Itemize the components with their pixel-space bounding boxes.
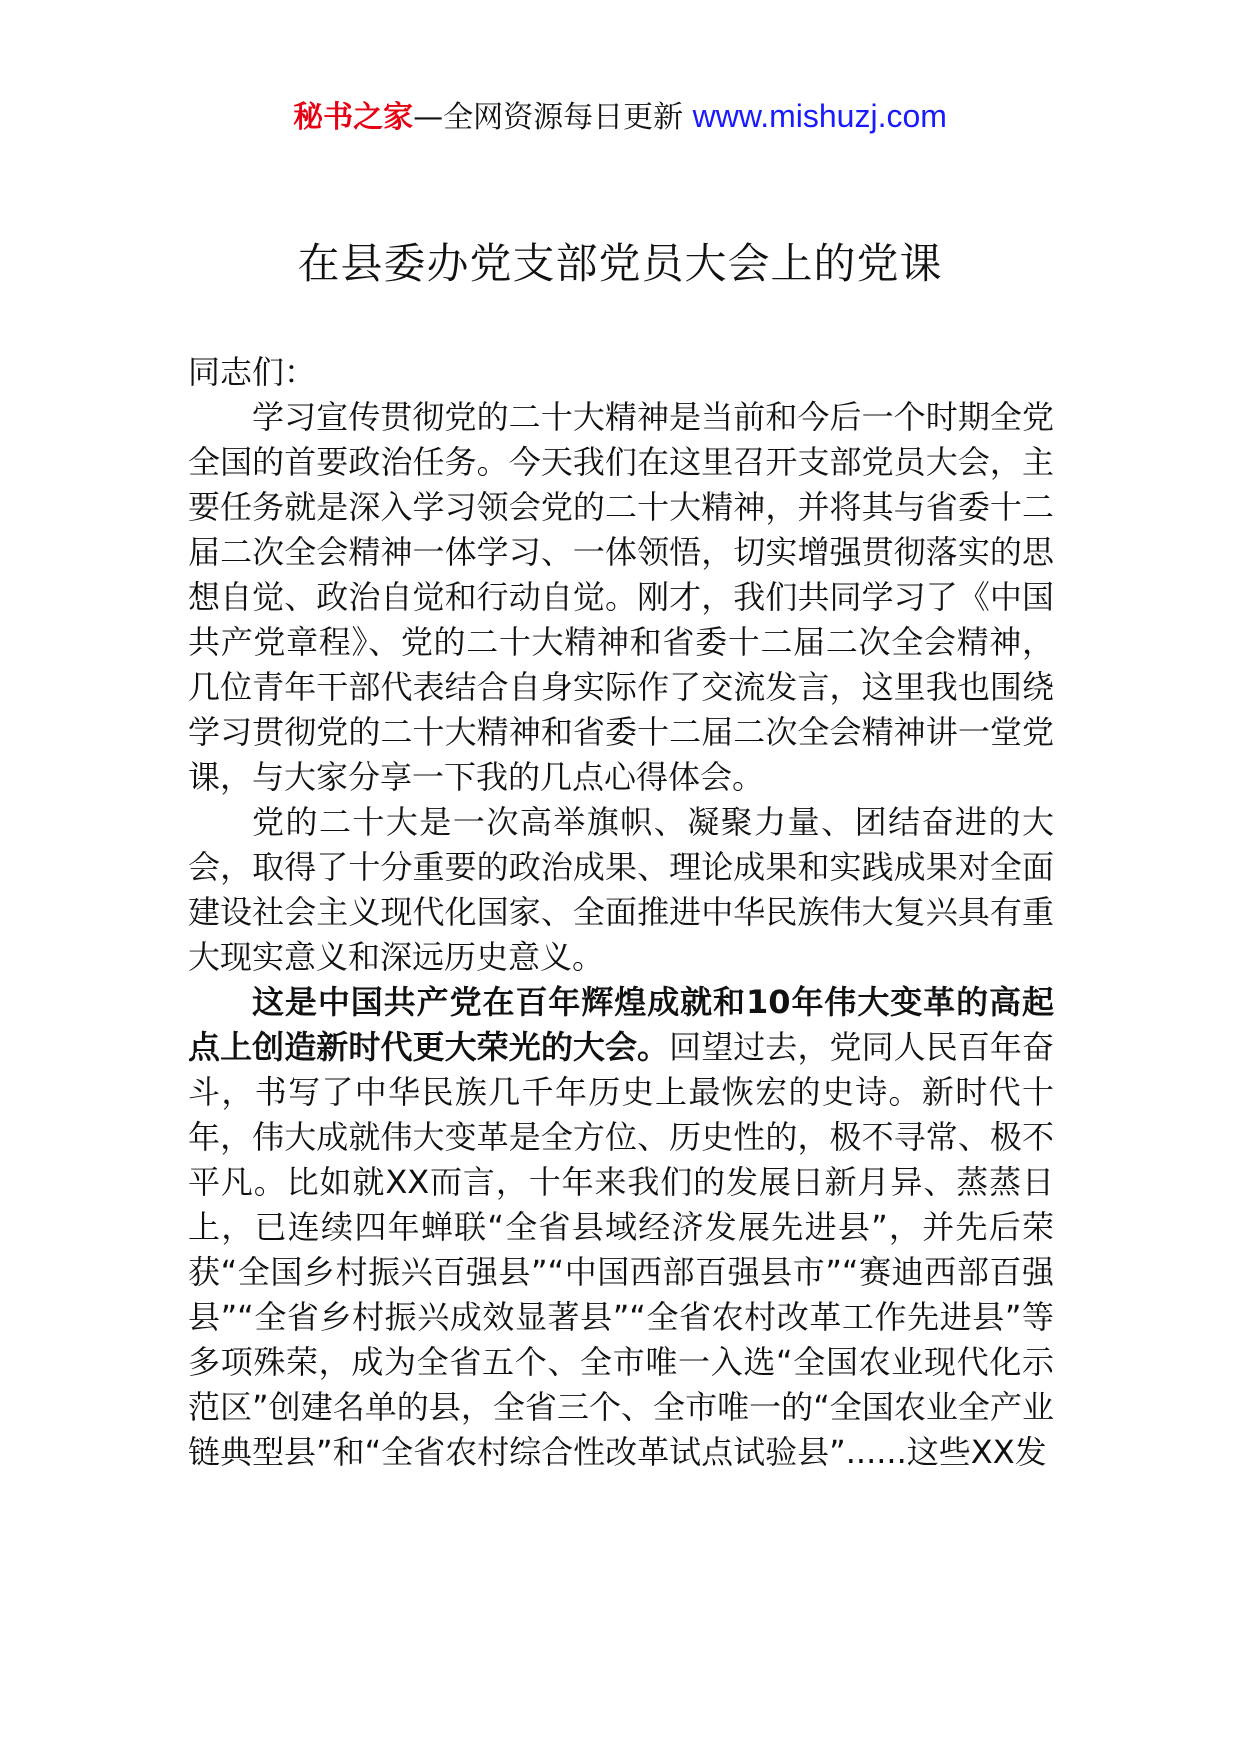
document-header xyxy=(0,96,1240,138)
paragraph-text: 党的二十大是一次高举旗帜、凝聚力量、团结奋进的大会，取得了十分重要的政治成果、理论成果和实践成果对全面建设社会主义现代化国家、全面推进中华民族伟大复兴具有重大现实意义和深远历史意义。 xyxy=(188,803,1054,976)
paragraph-text: 学习宣传贯彻党的二十大精神是当前和今后一个时期全党全国的首要政治任务。今天我们在这里召开支部党员大会，主要任务就是深入学习领会党的二十大精神，并将其与省委十二届二次全会精神一体学习、一体领悟，切实增强贯彻落实的思想自觉、政治自觉和行动自觉。刚才，我们共同学习了《中国共产党章程》、党的二十大精神和省委十二届二次全会精神，几位青年干部代表结合自身实际作了交流发言，这里我也围绕学习贯彻党的二十大精神和省委十二届二次全会精神讲一堂党课，与大家分享一下我的几点心得体会。 xyxy=(188,398,1054,796)
brand-name: 秘书之家 xyxy=(293,100,414,135)
paragraph-bold-lead: 这是中国共产党在百年辉煌成就和10年伟大变革的高起点上创造新时代更大荣光的大会。 xyxy=(188,983,1054,1066)
paragraph-1 xyxy=(188,395,1054,800)
paragraph-2 xyxy=(188,800,1054,980)
paragraph-text: 回望过去，党同人民百年奋斗，书写了中华民族几千年历史上最恢宏的史诗。新时代十年，伟大成就伟大变革是全方位、历史性的，极不寻常、极不平凡。比如就XX而言，十年来我们的发展日新月异、蒸蒸日上，已连续四年蝉联“全省县域经济发展先进县”，并先后荣获“全国乡村振兴百强县”“中国西部百强县市”“赛迪西部百强县”“全省乡村振兴成效显著县”“全省农村改革工作先进县”等多项殊荣，成为全省五个、全市唯一入选“全国农业现代化示范区”创建名单的县，全省三个、全市唯一的“全国农业全产业链典型县”和“全省农村综合性改革试点试验县”......这些XX发 xyxy=(188,1028,1054,1471)
paragraph-3 xyxy=(188,980,1054,1475)
header-tagline: —全网资源每日更新 xyxy=(413,100,693,135)
website-link[interactable]: www.mishuzj.com xyxy=(692,98,947,134)
document-body xyxy=(188,350,1054,1475)
salutation: 同志们： xyxy=(188,353,317,391)
document-title: 在县委办党支部党员大会上的党课 xyxy=(297,239,943,288)
